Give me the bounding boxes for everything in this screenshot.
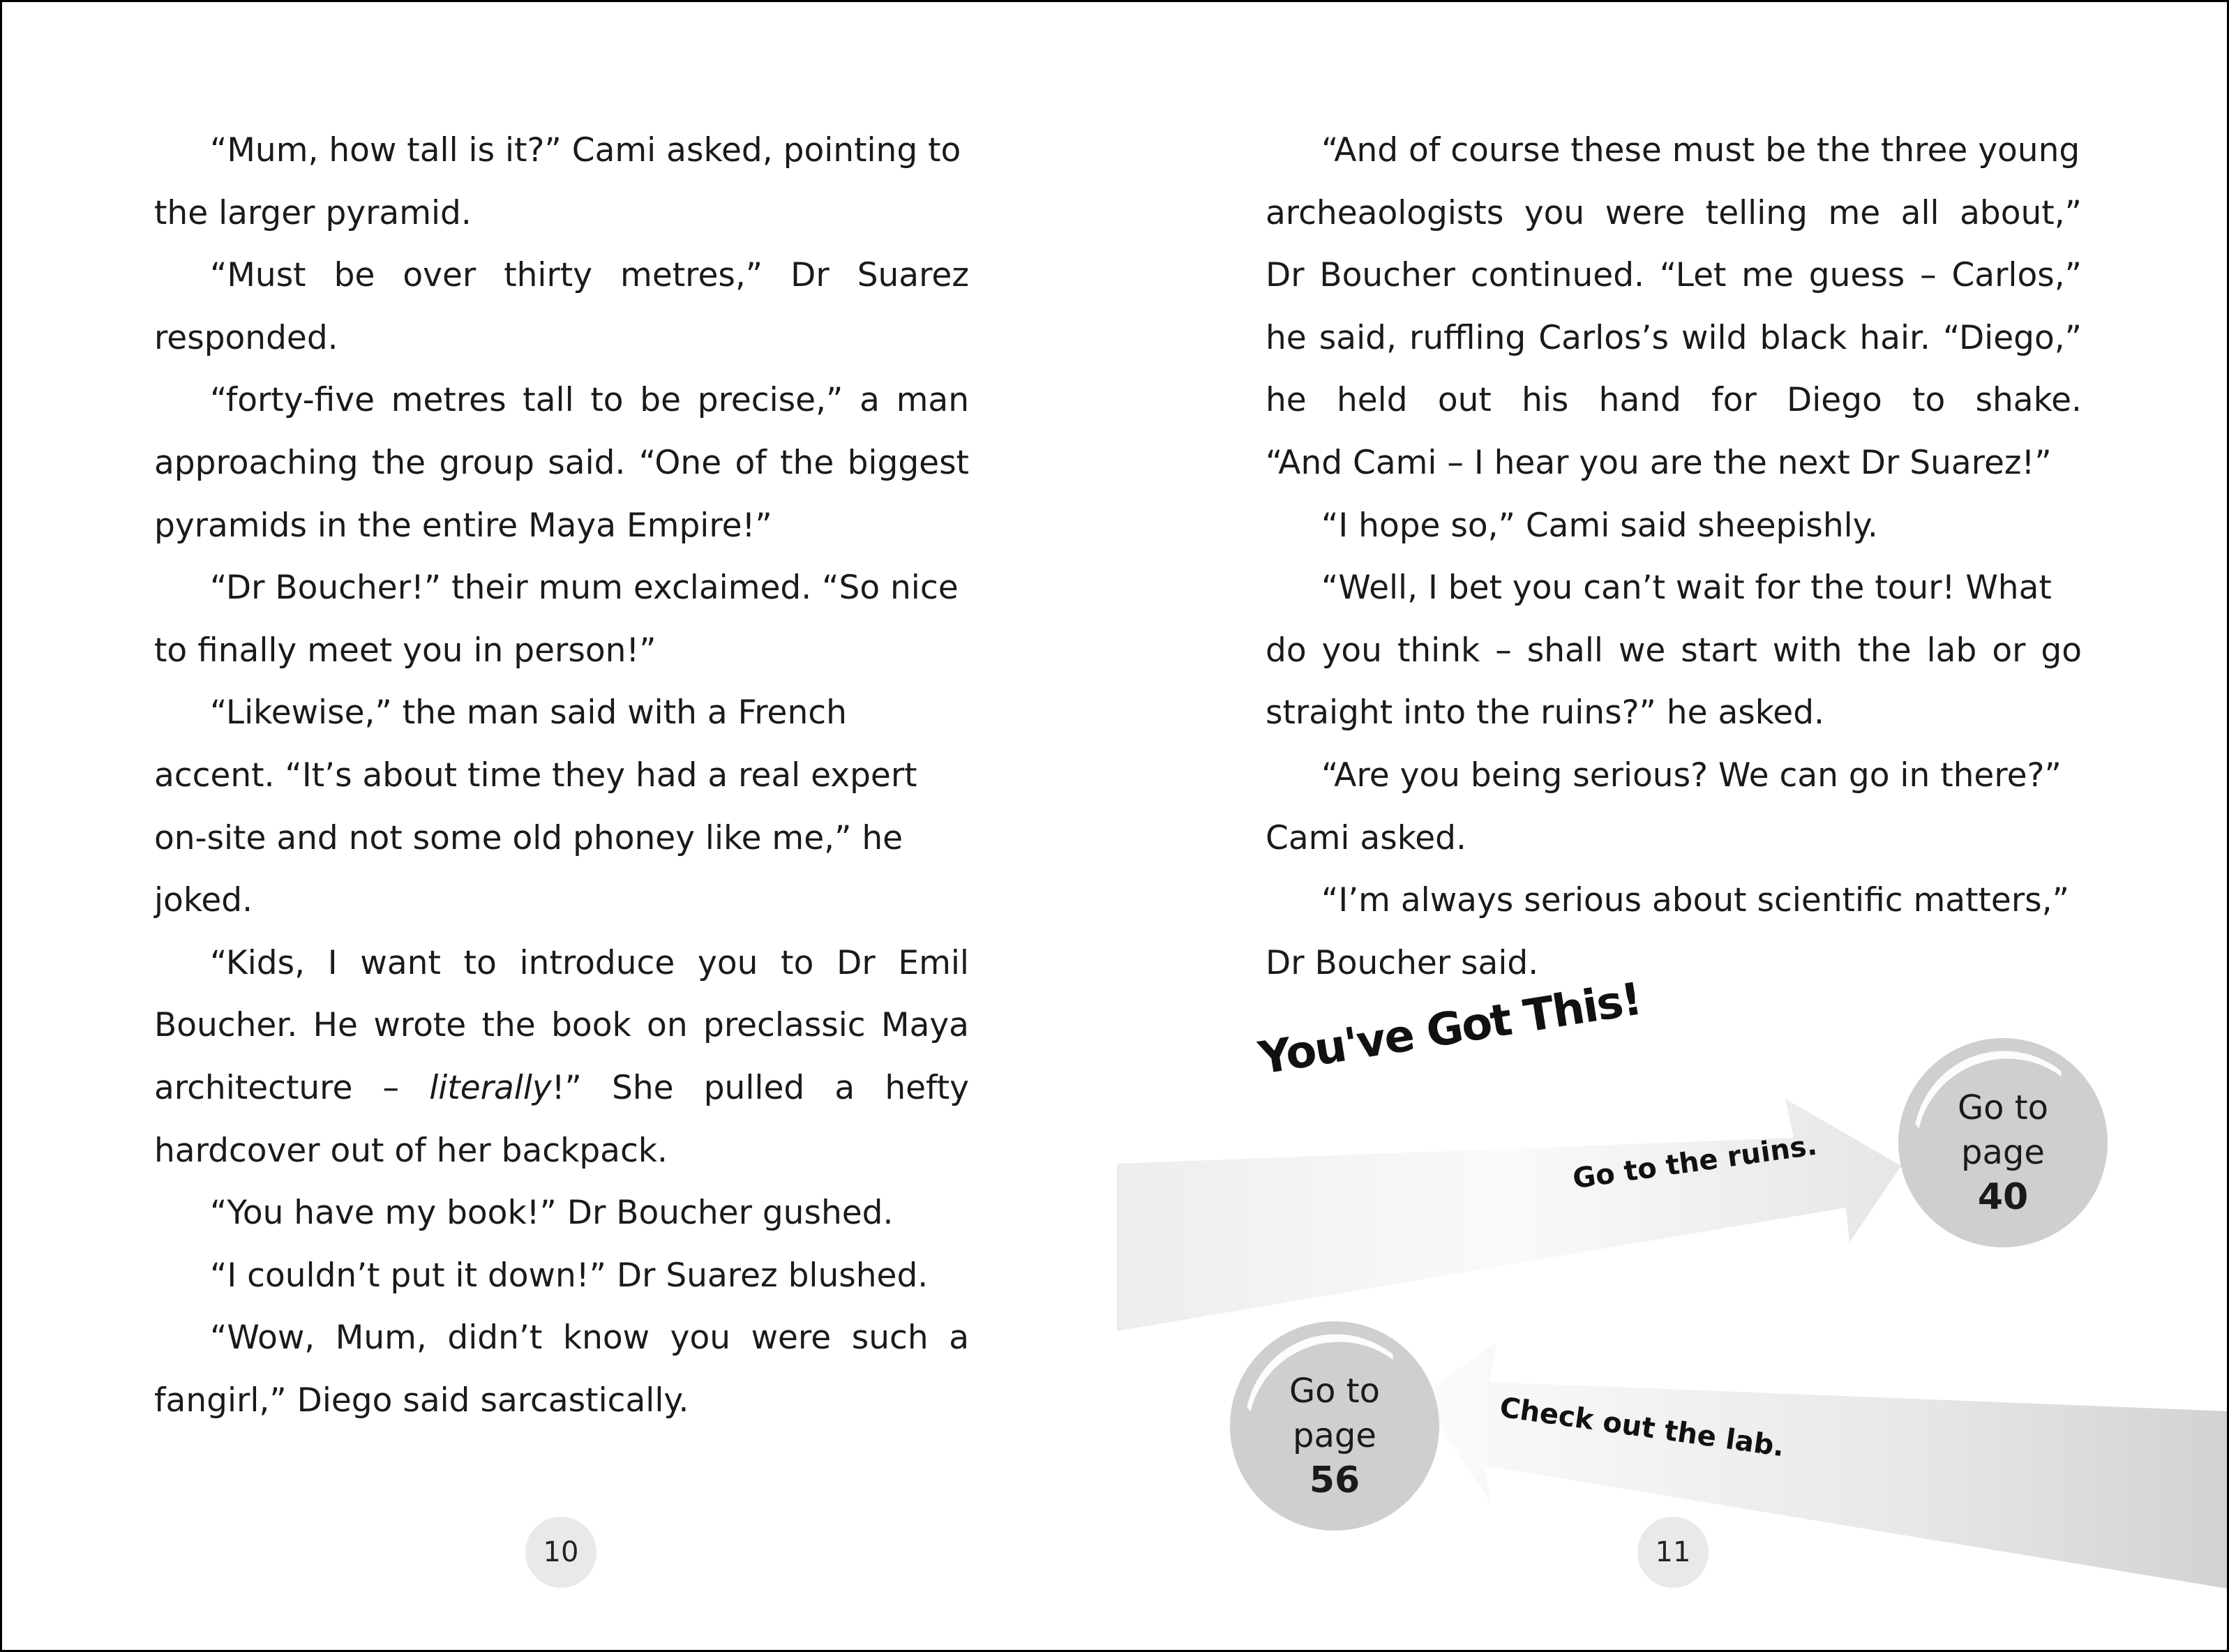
text-line: he said, ruffling Carlos’s wild black hair. “Diego,”: [1266, 318, 2082, 357]
paragraph: “Wow, Mum, didn’t know you were such a fangirl,” Diego said sarcastically.: [154, 1319, 969, 1420]
page-word: page: [1961, 1133, 2045, 1172]
text-line: archeaologists you were telling me all about,”: [1266, 193, 2082, 232]
goto-page-56-button[interactable]: [1230, 1321, 1439, 1531]
arrow-left-icon[interactable]: [1420, 1343, 2229, 1589]
page-number-left: 10: [525, 1517, 596, 1588]
paragraph: “Likewise,” the man said with a French accent. “It’s about time they had a real expert on-site and not some old phoney like me,” he joked.: [154, 693, 917, 920]
paragraph: “Must be over thirty metres,” Dr Suarez responded.: [154, 256, 969, 357]
paragraph: “You have my book!” Dr Boucher gushed.: [210, 1194, 894, 1233]
target-page-number: 40: [1977, 1176, 2029, 1218]
paragraph: “Mum, how tall is it?” Cami asked, pointing to the larger pyramid.: [154, 131, 961, 232]
goto-text: Go to: [1957, 1088, 2048, 1127]
choice-arrows: [2, 2, 2229, 1652]
text-line: straight into the ruins?” he asked.: [1266, 693, 1824, 733]
text-line: Dr Boucher continued. “Let me guess – Carlos,”: [1266, 256, 2082, 295]
text-line: Cami asked.: [1266, 818, 1466, 857]
page-number-right: 11: [1637, 1517, 1709, 1588]
paragraph: “I couldn’t put it down!” Dr Suarez blushed.: [210, 1256, 929, 1295]
text-line: do you think – shall we start with the lab or go: [1266, 631, 2082, 670]
text-line: “I hope so,” Cami said sheepishly.: [1321, 506, 1878, 545]
page-word: page: [1293, 1416, 1376, 1455]
paragraph-text: !” She pulled a hefty hardcover out of her backpack.: [154, 1068, 969, 1170]
paragraph: “Dr Boucher!” their mum exclaimed. “So nice to finally meet you in person!”: [154, 569, 959, 670]
paragraph-text: “Kids, I want to introduce you to Dr Emil Boucher. He wrote the book on preclassic Maya architecture –: [154, 943, 969, 1107]
text-line: Dr Boucher said.: [1266, 943, 1539, 982]
text-line: “Well, I bet you can’t wait for the tour! What: [1321, 569, 2052, 608]
goto-page-40-button[interactable]: [1898, 1038, 2108, 1247]
choice-lab-label[interactable]: Check out the lab.: [1497, 1391, 1787, 1464]
text-line: “I’m always serious about scientific matters,”: [1321, 881, 2069, 920]
target-page-number: 56: [1309, 1459, 1360, 1501]
choice-heading: You've Got This!: [1255, 973, 1645, 1085]
italic-word: literally: [429, 1068, 552, 1107]
text-line: “Are you being serious? We can go in there?”: [1321, 756, 2062, 795]
text-line: “And Cami – I hear you are the next Dr Suarez!”: [1266, 443, 2052, 482]
text-line: he held out his hand for Diego to shake.: [1266, 381, 2082, 420]
paragraph: “forty-five metres tall to be precise,” a man approaching the group said. “One of the biggest pyramids in the entire Maya Empire!”: [154, 381, 969, 545]
choice-ruins-label[interactable]: Go to the ruins.: [1570, 1129, 1819, 1196]
goto-text: Go to: [1289, 1372, 1380, 1411]
text-line: “And of course these must be the three young: [1321, 131, 2080, 170]
